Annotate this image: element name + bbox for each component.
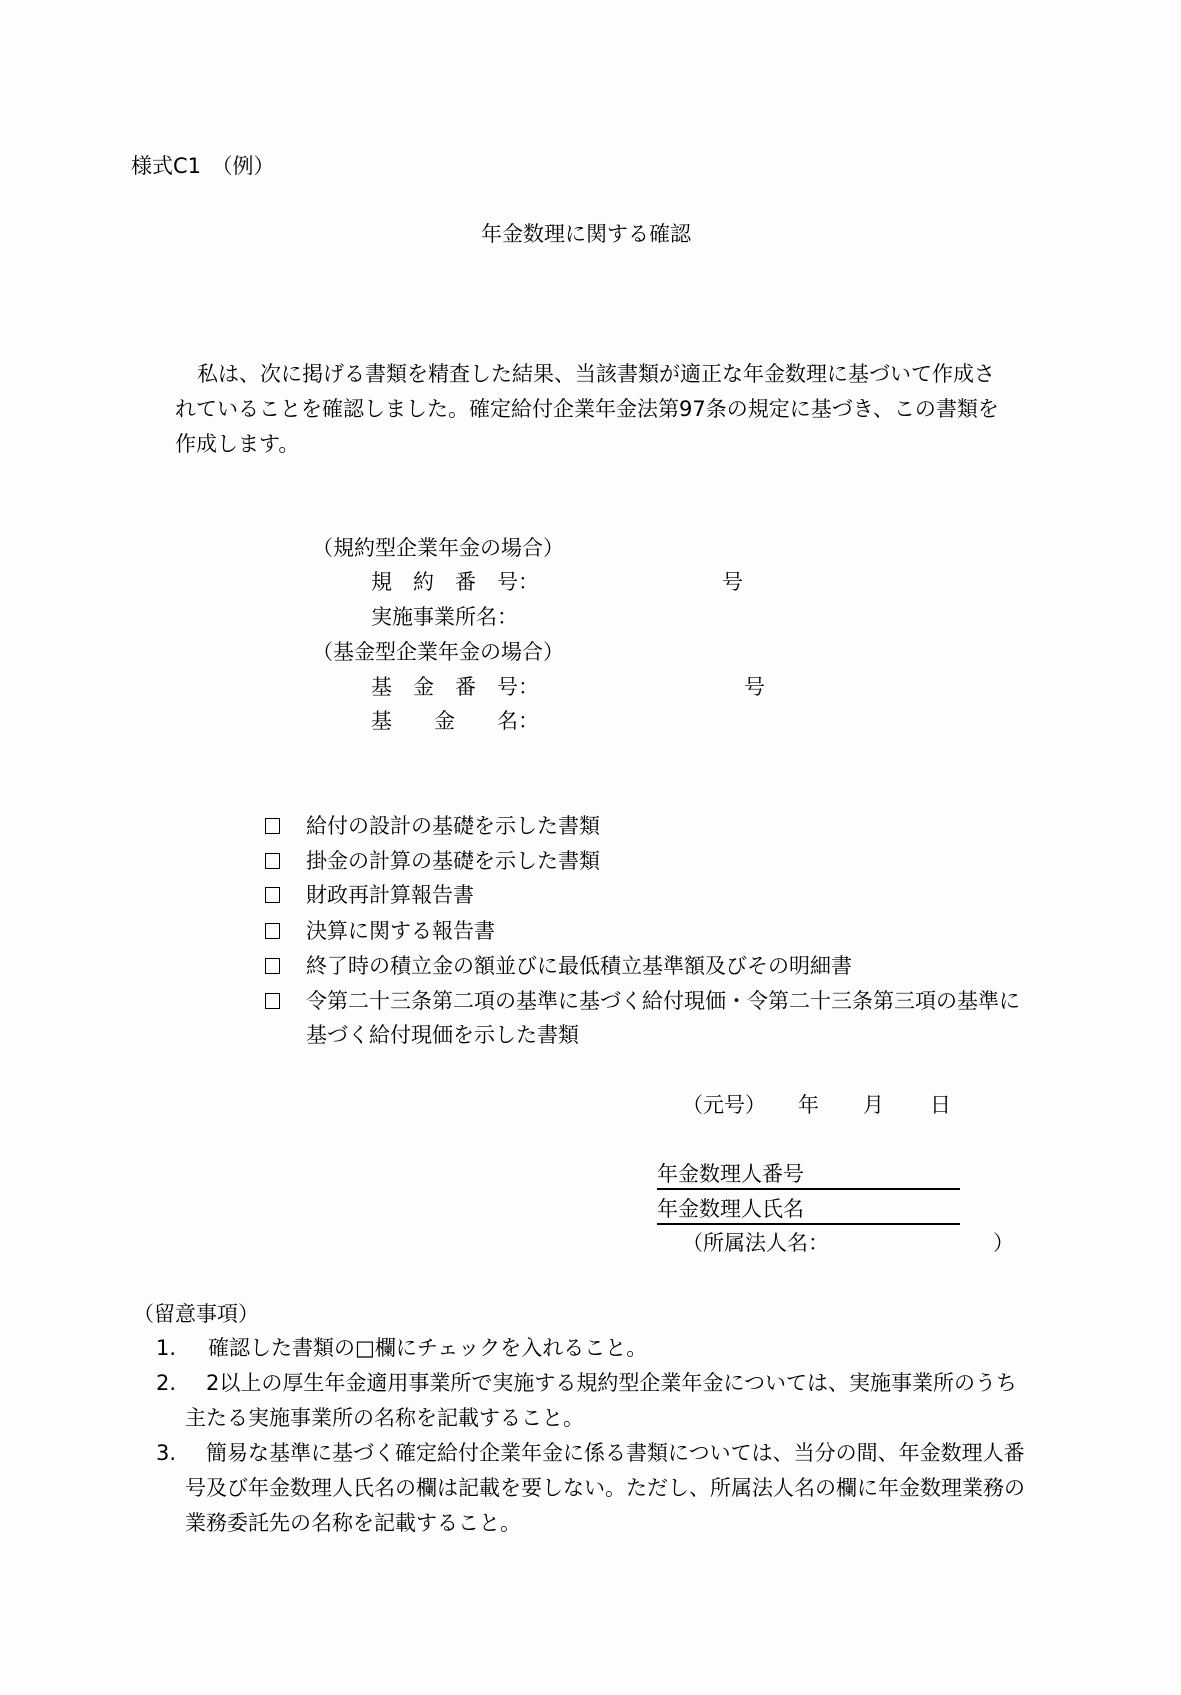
doc-label-termination-reserves: 終了時の積立金の額並びに最低積立基準額及びその明細書 bbox=[306, 954, 852, 978]
date-month-label: 月 bbox=[863, 1093, 884, 1117]
doc-label-benefit-present-value: 令第二十三条第二項の基準に基づく給付現価・令第二十三条第三項の基準に bbox=[306, 989, 1020, 1013]
date-era: （元号） bbox=[682, 1093, 766, 1117]
note-text-3-cont: 号及び年金数理人氏名の欄は記載を要しない。ただし、所属法人名の欄に年金数理業務の bbox=[185, 1476, 1025, 1500]
fund-number-field[interactable] bbox=[522, 673, 737, 699]
affiliation-close: ） bbox=[993, 1231, 1014, 1255]
contract-number-field[interactable] bbox=[522, 568, 717, 594]
actuary-number-label: 年金数理人番号 bbox=[657, 1162, 804, 1186]
note-text-2: 2以上の厚生年金適用事業所で実施する規約型企業年金については、実施事業所のうち bbox=[206, 1371, 1017, 1395]
checkbox-financial-recalc[interactable] bbox=[265, 887, 280, 903]
statement-line-3: 作成します。 bbox=[175, 432, 300, 456]
actuary-number-field[interactable] bbox=[657, 1164, 960, 1190]
office-name-field[interactable] bbox=[522, 603, 822, 629]
checkbox-settlement-report[interactable] bbox=[265, 923, 280, 939]
document-title: 年金数理に関する確認 bbox=[481, 222, 691, 246]
doc-label-financial-recalc: 財政再計算報告書 bbox=[306, 883, 474, 907]
note-text-3: 簡易な基準に基づく確定給付企業年金に係る書類については、当分の間、年金数理人番 bbox=[206, 1441, 1025, 1465]
checkbox-termination-reserves[interactable] bbox=[265, 958, 280, 974]
doc-label-benefit-design: 給付の設計の基礎を示した書類 bbox=[306, 814, 600, 838]
fund-name-field[interactable] bbox=[522, 707, 822, 733]
office-name-label: 実施事業所名： bbox=[371, 605, 518, 629]
fund-number-suffix: 号 bbox=[744, 675, 765, 699]
contract-number-suffix: 号 bbox=[722, 570, 743, 594]
notes-heading: （留意事項） bbox=[133, 1302, 259, 1326]
fund-name-label: 基 金 名： bbox=[371, 709, 539, 733]
affiliation-field[interactable] bbox=[830, 1229, 990, 1255]
note-text-1: 確認した書類の□欄にチェックを入れること。 bbox=[208, 1336, 648, 1360]
statement-line-1: 私は、次に掲げる書類を精査した結果、当該書類が適正な年金数理に基づいて作成さ bbox=[197, 362, 995, 386]
note-number-3: 3. bbox=[156, 1441, 177, 1465]
checkbox-contribution-calc[interactable] bbox=[265, 853, 280, 869]
note-number-2: 2. bbox=[156, 1371, 177, 1395]
date-day-label: 日 bbox=[930, 1093, 951, 1117]
checkbox-benefit-present-value[interactable] bbox=[265, 993, 280, 1009]
doc-label-settlement-report: 決算に関する報告書 bbox=[306, 919, 495, 943]
fund-plan-heading: （基金型企業年金の場合） bbox=[312, 640, 564, 664]
doc-label-benefit-present-value-cont: 基づく給付現価を示した書類 bbox=[306, 1023, 579, 1047]
checkbox-benefit-design[interactable] bbox=[265, 818, 280, 834]
note-text-3-cont2: 業務委託先の名称を記載すること。 bbox=[185, 1511, 521, 1535]
date-year-field[interactable] bbox=[742, 1091, 792, 1117]
note-text-2-cont: 主たる実施事業所の名称を記載すること。 bbox=[185, 1406, 584, 1430]
actuary-name-field[interactable] bbox=[657, 1199, 960, 1225]
doc-label-contribution-calc: 掛金の計算の基礎を示した書類 bbox=[306, 849, 600, 873]
statement-line-2: れていることを確認しました。確定給付企業年金法第97条の規定に基づき、この書類を bbox=[175, 397, 999, 421]
fund-number-label: 基 金 番 号： bbox=[371, 675, 539, 699]
contract-plan-heading: （規約型企業年金の場合） bbox=[312, 536, 564, 560]
affiliation-label: （所属法人名： bbox=[682, 1231, 829, 1255]
contract-number-label: 規 約 番 号： bbox=[371, 570, 539, 594]
actuary-name-label: 年金数理人氏名 bbox=[657, 1197, 804, 1221]
date-year-label: 年 bbox=[798, 1093, 819, 1117]
note-number-1: 1. bbox=[156, 1336, 177, 1360]
form-id: 様式C1 （例） bbox=[131, 154, 275, 178]
